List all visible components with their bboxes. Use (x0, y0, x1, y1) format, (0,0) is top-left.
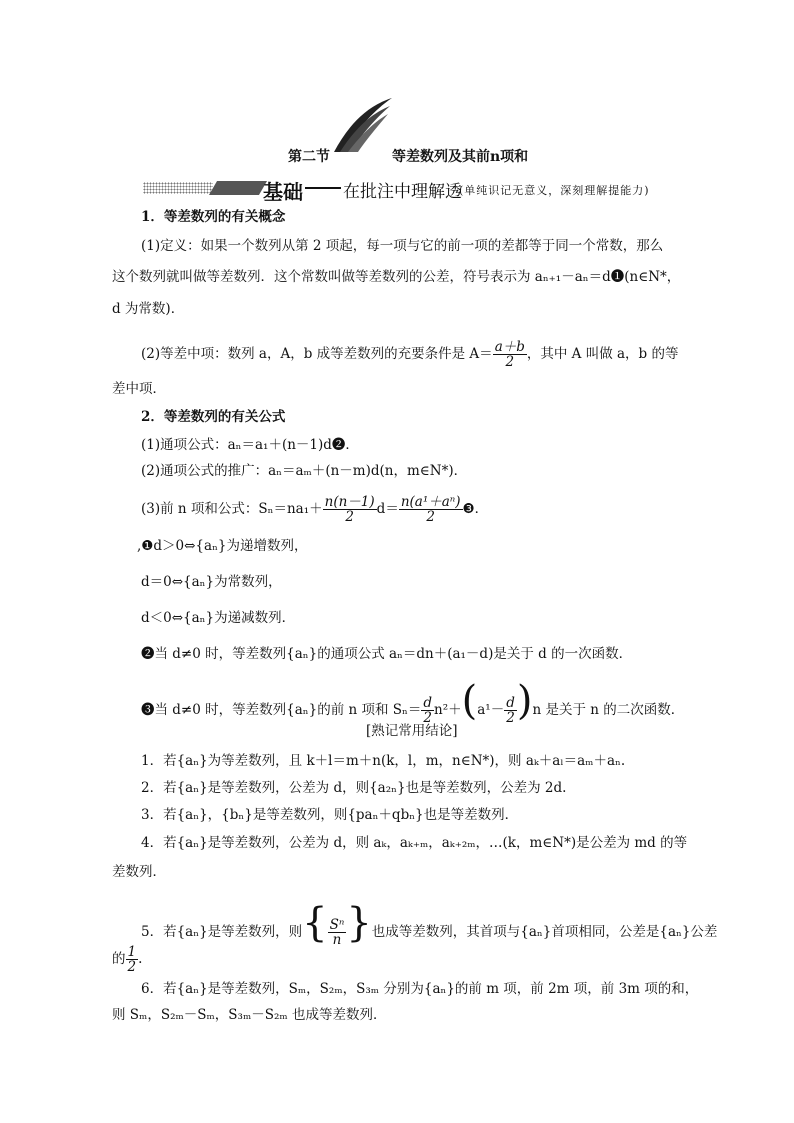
fraction-numerator: d (423, 695, 433, 711)
formula-general-term-extension: (2)通项公式的推广：aₙ＝aₘ＋(n－m)d(n，m∈N*)． (141, 463, 468, 479)
formula-general-term: (1)通项公式：aₙ＝a₁＋(n－1)d❷． (141, 437, 359, 453)
fraction-numerator: n(n－1) (324, 494, 375, 510)
note-3 (141, 678, 685, 726)
fraction-denominator: 2 (505, 354, 515, 370)
conclusion-3: 3．若{aₙ}，{bₙ}是等差数列，则{paₙ＋qbₙ}也是等差数列． (141, 807, 519, 823)
formula-sum-fraction-2 (399, 495, 463, 524)
conclusion-5-text-a: 5．若{aₙ}是等差数列，则 (141, 924, 303, 940)
fraction-numerator: 1 (127, 944, 137, 960)
fraction-denominator: 2 (345, 509, 354, 525)
sec2-heading: 2．等差数列的有关公式 (141, 409, 286, 425)
note-3-text-d: n 是关于 n 的二次函数． (532, 702, 685, 718)
conclusion-5-line-1 (141, 900, 718, 948)
definition-line-1: (1)定义：如果一个数列从第 2 项起，每一项与它的前一项的差都等于同一个常数，那么 (141, 238, 664, 254)
banner-note: (单纯识记无意义，深刻理解提能力) (459, 184, 650, 197)
fraction-denominator: 2 (426, 509, 435, 525)
middle-term-text-b: ，其中 A 叫做 a，b 的等 (526, 346, 679, 362)
fraction-denominator: 2 (423, 710, 432, 726)
fraction-numerator: n(a¹＋aⁿ) (400, 494, 461, 510)
conclusion-1: 1．若{aₙ}为等差数列，且 k＋l＝m＋n(k，l，m，n∈N*)，则 aₖ＋aₗ＝aₘ＋aₙ. (141, 753, 626, 769)
banner-dot-pattern (143, 182, 213, 194)
left-brace: { (302, 900, 328, 946)
left-paren: ( (461, 678, 478, 724)
formula-sum-text-b: d＝ (376, 501, 399, 517)
formula-sum-text-c: ❸． (462, 501, 489, 517)
banner-dash (305, 187, 341, 189)
formula-sum-text-a: (3)前 n 项和公式：Sₙ＝na₁＋ (141, 501, 323, 517)
middle-term-text-a: (2)等差中项：数列 a，A，b 成等差数列的充要条件是 A＝ (141, 346, 493, 362)
fraction-numerator: Sⁿ (329, 917, 345, 933)
note-1c: d＜0⇔{aₙ}为递减数列． (141, 610, 296, 626)
conclusion-5-line-2 (112, 945, 142, 974)
definition-line-2: 这个数列就叫做等差数列．这个常数叫做等差数列的公差，符号表示为 aₙ₊₁－aₙ＝d❶(n∈N*， (112, 269, 681, 285)
fraction-numerator: a＋b (494, 339, 525, 355)
note-3-fraction-2 (504, 696, 517, 725)
note-3-text-c: a¹－ (477, 702, 505, 718)
formula-sum-fraction-1 (323, 495, 377, 524)
sec1-heading: 1．等差数列的有关概念 (141, 209, 286, 225)
page-title: 等差数列及其前n项和 (392, 149, 529, 165)
banner-bar (209, 181, 267, 195)
conclusion-6-line-1: 6．若{aₙ}是等差数列，Sₘ，S₂ₘ，S₃ₘ 分别为{aₙ}的前 m 项，前 2m 项，前 3m 项的和， (141, 981, 699, 997)
fraction-denominator: n (332, 932, 342, 948)
note-3-text-b: n²＋ (434, 702, 462, 718)
fraction-numerator: d (506, 695, 515, 711)
middle-term-line-2: 差中项． (112, 381, 166, 397)
fraction-denominator: 2 (127, 959, 137, 975)
note-1b: d＝0⇔{aₙ}为常数列， (141, 574, 282, 590)
fraction-denominator: 2 (506, 710, 515, 726)
swoosh-logo-icon (330, 96, 394, 156)
conclusion-5-text-c: 的 (112, 951, 126, 967)
conclusion-4-line-1: 4．若{aₙ}是等差数列，公差为 d，则 aₖ，aₖ₊ₘ，aₖ₊₂ₘ，…(k，m∈N*)是公差为 md 的等 (141, 835, 688, 851)
definition-line-3: d 为常数)． (112, 301, 185, 317)
section-banner (143, 176, 663, 204)
note-3-fraction-1 (421, 696, 434, 725)
note-1a: ,❶d＞0⇔{aₙ}为递增数列， (137, 538, 308, 554)
middle-term-fraction (493, 340, 527, 369)
conclusion-5-text-d: . (138, 951, 143, 967)
conclusion-6-line-2: 则 Sₘ，S₂ₘ－Sₘ，S₃ₘ－S₂ₘ 也成等差数列． (112, 1007, 387, 1023)
middle-term-line-1 (141, 340, 679, 369)
note-3-text-a: ❸当 d≠0 时，等差数列{aₙ}的前 n 项和 Sₙ＝ (141, 702, 422, 718)
conclusion-5-text-b: 也成等差数列，其首项与{aₙ}首项相同，公差是{aₙ}公差 (371, 924, 718, 940)
conclusion-5-fraction (328, 918, 347, 947)
note-2: ❷当 d≠0 时，等差数列{aₙ}的通项公式 aₙ＝dn＋(a₁－d)是关于 d 的一次函数． (141, 646, 633, 662)
right-paren: ) (516, 678, 533, 724)
conclusion-2: 2．若{aₙ}是等差数列，公差为 d，则{a₂ₙ}也是等差数列，公差为 2d. (141, 780, 567, 796)
conclusions-heading: [熟记常用结论] (366, 723, 458, 739)
section-number: 第二节 (288, 149, 330, 165)
conclusion-4-line-2: 差数列． (112, 864, 166, 880)
banner-subtitle: 在批注中理解透 (343, 182, 462, 202)
banner-title: 基础 (263, 180, 303, 204)
conclusion-5-half (126, 945, 139, 974)
formula-sum (141, 495, 488, 524)
right-brace: } (346, 900, 372, 946)
